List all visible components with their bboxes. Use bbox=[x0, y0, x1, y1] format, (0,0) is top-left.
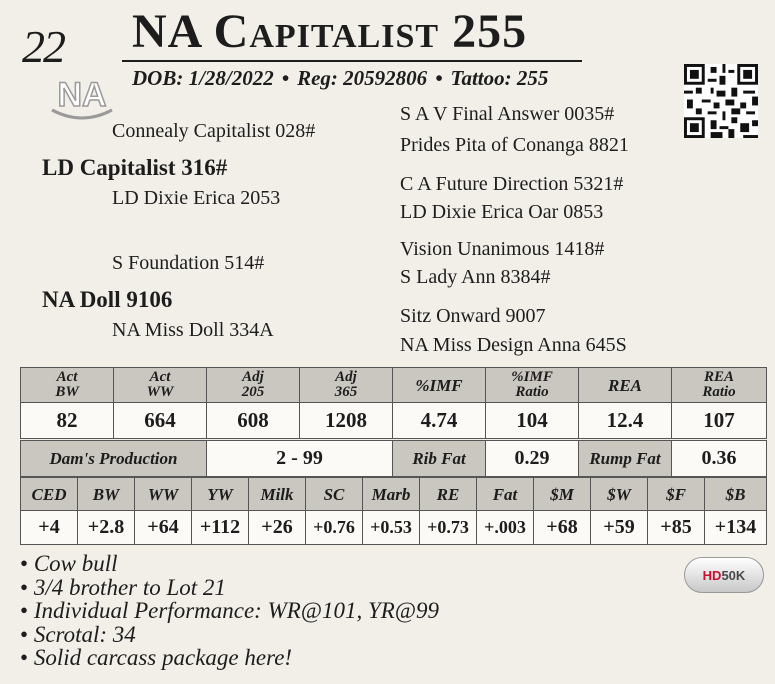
epd-header-row bbox=[21, 478, 767, 511]
epd-header: Milk bbox=[249, 478, 306, 511]
pedigree-dam-dam: NA Miss Doll 334A bbox=[112, 319, 274, 341]
note-item: • 3/4 brother to Lot 21 bbox=[20, 576, 439, 600]
epd-value: +59 bbox=[591, 511, 648, 545]
epd-header: BW bbox=[78, 478, 135, 511]
perf-value: 12.4 bbox=[579, 403, 672, 439]
epd-header: $W bbox=[591, 478, 648, 511]
pedigree-sd-dam: LD Dixie Erica Oar 0853 bbox=[400, 201, 604, 223]
production-table bbox=[20, 440, 767, 477]
epd-header: RE bbox=[420, 478, 477, 511]
qr-code-icon[interactable] bbox=[684, 64, 758, 138]
production-row bbox=[21, 441, 767, 477]
dob: DOB: 1/28/2022 bbox=[132, 66, 274, 90]
epd-value: +26 bbox=[249, 511, 306, 545]
epd-header: YW bbox=[192, 478, 249, 511]
rib-fat-label: Rib Fat bbox=[393, 441, 486, 477]
badge-50k-text: 50K bbox=[721, 567, 746, 583]
perf-value: 1208 bbox=[300, 403, 393, 439]
perf-header: REA bbox=[579, 368, 672, 403]
epd-header: Fat bbox=[477, 478, 534, 511]
perf-header: %IMF bbox=[393, 368, 486, 403]
note-item: • Scrotal: 34 bbox=[20, 623, 439, 647]
epd-value-row bbox=[21, 511, 767, 545]
pedigree-dd-sire: Sitz Onward 9007 bbox=[400, 305, 546, 327]
epd-header: $B bbox=[705, 478, 767, 511]
pedigree-sd-sire: C A Future Direction 5321# bbox=[400, 173, 624, 195]
perf-header: Adj 205 bbox=[207, 368, 300, 403]
epd-header: SC bbox=[306, 478, 363, 511]
epd-table bbox=[20, 477, 767, 545]
lot-number: 22 bbox=[22, 21, 64, 72]
pedigree-sire-dam: LD Dixie Erica 2053 bbox=[112, 187, 281, 209]
perf-header: Act BW bbox=[21, 368, 114, 403]
na-logo-icon bbox=[46, 76, 118, 124]
dams-production-label: Dam's Production bbox=[21, 441, 207, 477]
epd-value: +134 bbox=[705, 511, 767, 545]
epd-value: +0.73 bbox=[420, 511, 477, 545]
epd-value: +85 bbox=[648, 511, 705, 545]
pedigree-dd-dam: NA Miss Design Anna 645S bbox=[400, 334, 627, 356]
note-item: • Individual Performance: WR@101, YR@99 bbox=[20, 599, 439, 623]
perf-header: REA Ratio bbox=[672, 368, 767, 403]
rump-fat-label: Rump Fat bbox=[579, 441, 672, 477]
epd-value: +112 bbox=[192, 511, 249, 545]
hd50k-badge-icon bbox=[684, 557, 764, 593]
pedigree-ds-dam: S Lady Ann 8384# bbox=[400, 266, 551, 288]
meta-separator: • bbox=[435, 66, 443, 90]
badge-hd-text: HD bbox=[702, 567, 722, 583]
epd-value: +64 bbox=[135, 511, 192, 545]
perf-value: 664 bbox=[114, 403, 207, 439]
perf-value: 4.74 bbox=[393, 403, 486, 439]
registration: Reg: 20592806 bbox=[297, 66, 428, 90]
epd-value: +4 bbox=[21, 511, 78, 545]
notes-list bbox=[20, 552, 439, 670]
note-item: • Cow bull bbox=[20, 552, 439, 576]
rib-fat-value: 0.29 bbox=[486, 441, 579, 477]
perf-value: 107 bbox=[672, 403, 767, 439]
epd-value: +0.76 bbox=[306, 511, 363, 545]
epd-value: +68 bbox=[534, 511, 591, 545]
tattoo: Tattoo: 255 bbox=[450, 66, 549, 90]
epd-value: +.003 bbox=[477, 511, 534, 545]
perf-header: %IMF Ratio bbox=[486, 368, 579, 403]
note-item: • Solid carcass package here! bbox=[20, 646, 439, 670]
pedigree-sire-sire: Connealy Capitalist 028# bbox=[112, 120, 316, 142]
pedigree-dam: NA Doll 9106 bbox=[42, 287, 173, 312]
pedigree-ds-sire: Vision Unanimous 1418# bbox=[400, 238, 605, 260]
animal-meta bbox=[132, 66, 548, 91]
performance-table bbox=[20, 367, 767, 439]
epd-header: $F bbox=[648, 478, 705, 511]
pedigree-ss-sire: S A V Final Answer 0035# bbox=[400, 103, 615, 125]
pedigree-ss-dam: Prides Pita of Conanga 8821 bbox=[400, 134, 629, 156]
page-title: NA Capitalist 255 bbox=[132, 5, 528, 58]
pedigree-sire: LD Capitalist 316# bbox=[42, 155, 228, 180]
perf-value: 82 bbox=[21, 403, 114, 439]
epd-value: +2.8 bbox=[78, 511, 135, 545]
perf-value: 104 bbox=[486, 403, 579, 439]
epd-header: Marb bbox=[363, 478, 420, 511]
perf-header: Act WW bbox=[114, 368, 207, 403]
perf-header: Adj 365 bbox=[300, 368, 393, 403]
performance-header-row bbox=[21, 368, 767, 403]
epd-header: WW bbox=[135, 478, 192, 511]
na-logo-text: NA bbox=[57, 76, 107, 114]
rump-fat-value: 0.36 bbox=[672, 441, 767, 477]
dams-production-value: 2 - 99 bbox=[207, 441, 393, 477]
pedigree-dam-sire: S Foundation 514# bbox=[112, 252, 265, 274]
epd-header: $M bbox=[534, 478, 591, 511]
epd-value: +0.53 bbox=[363, 511, 420, 545]
title-divider bbox=[122, 60, 582, 62]
performance-value-row bbox=[21, 403, 767, 439]
perf-value: 608 bbox=[207, 403, 300, 439]
epd-header: CED bbox=[21, 478, 78, 511]
meta-separator: • bbox=[281, 66, 290, 90]
